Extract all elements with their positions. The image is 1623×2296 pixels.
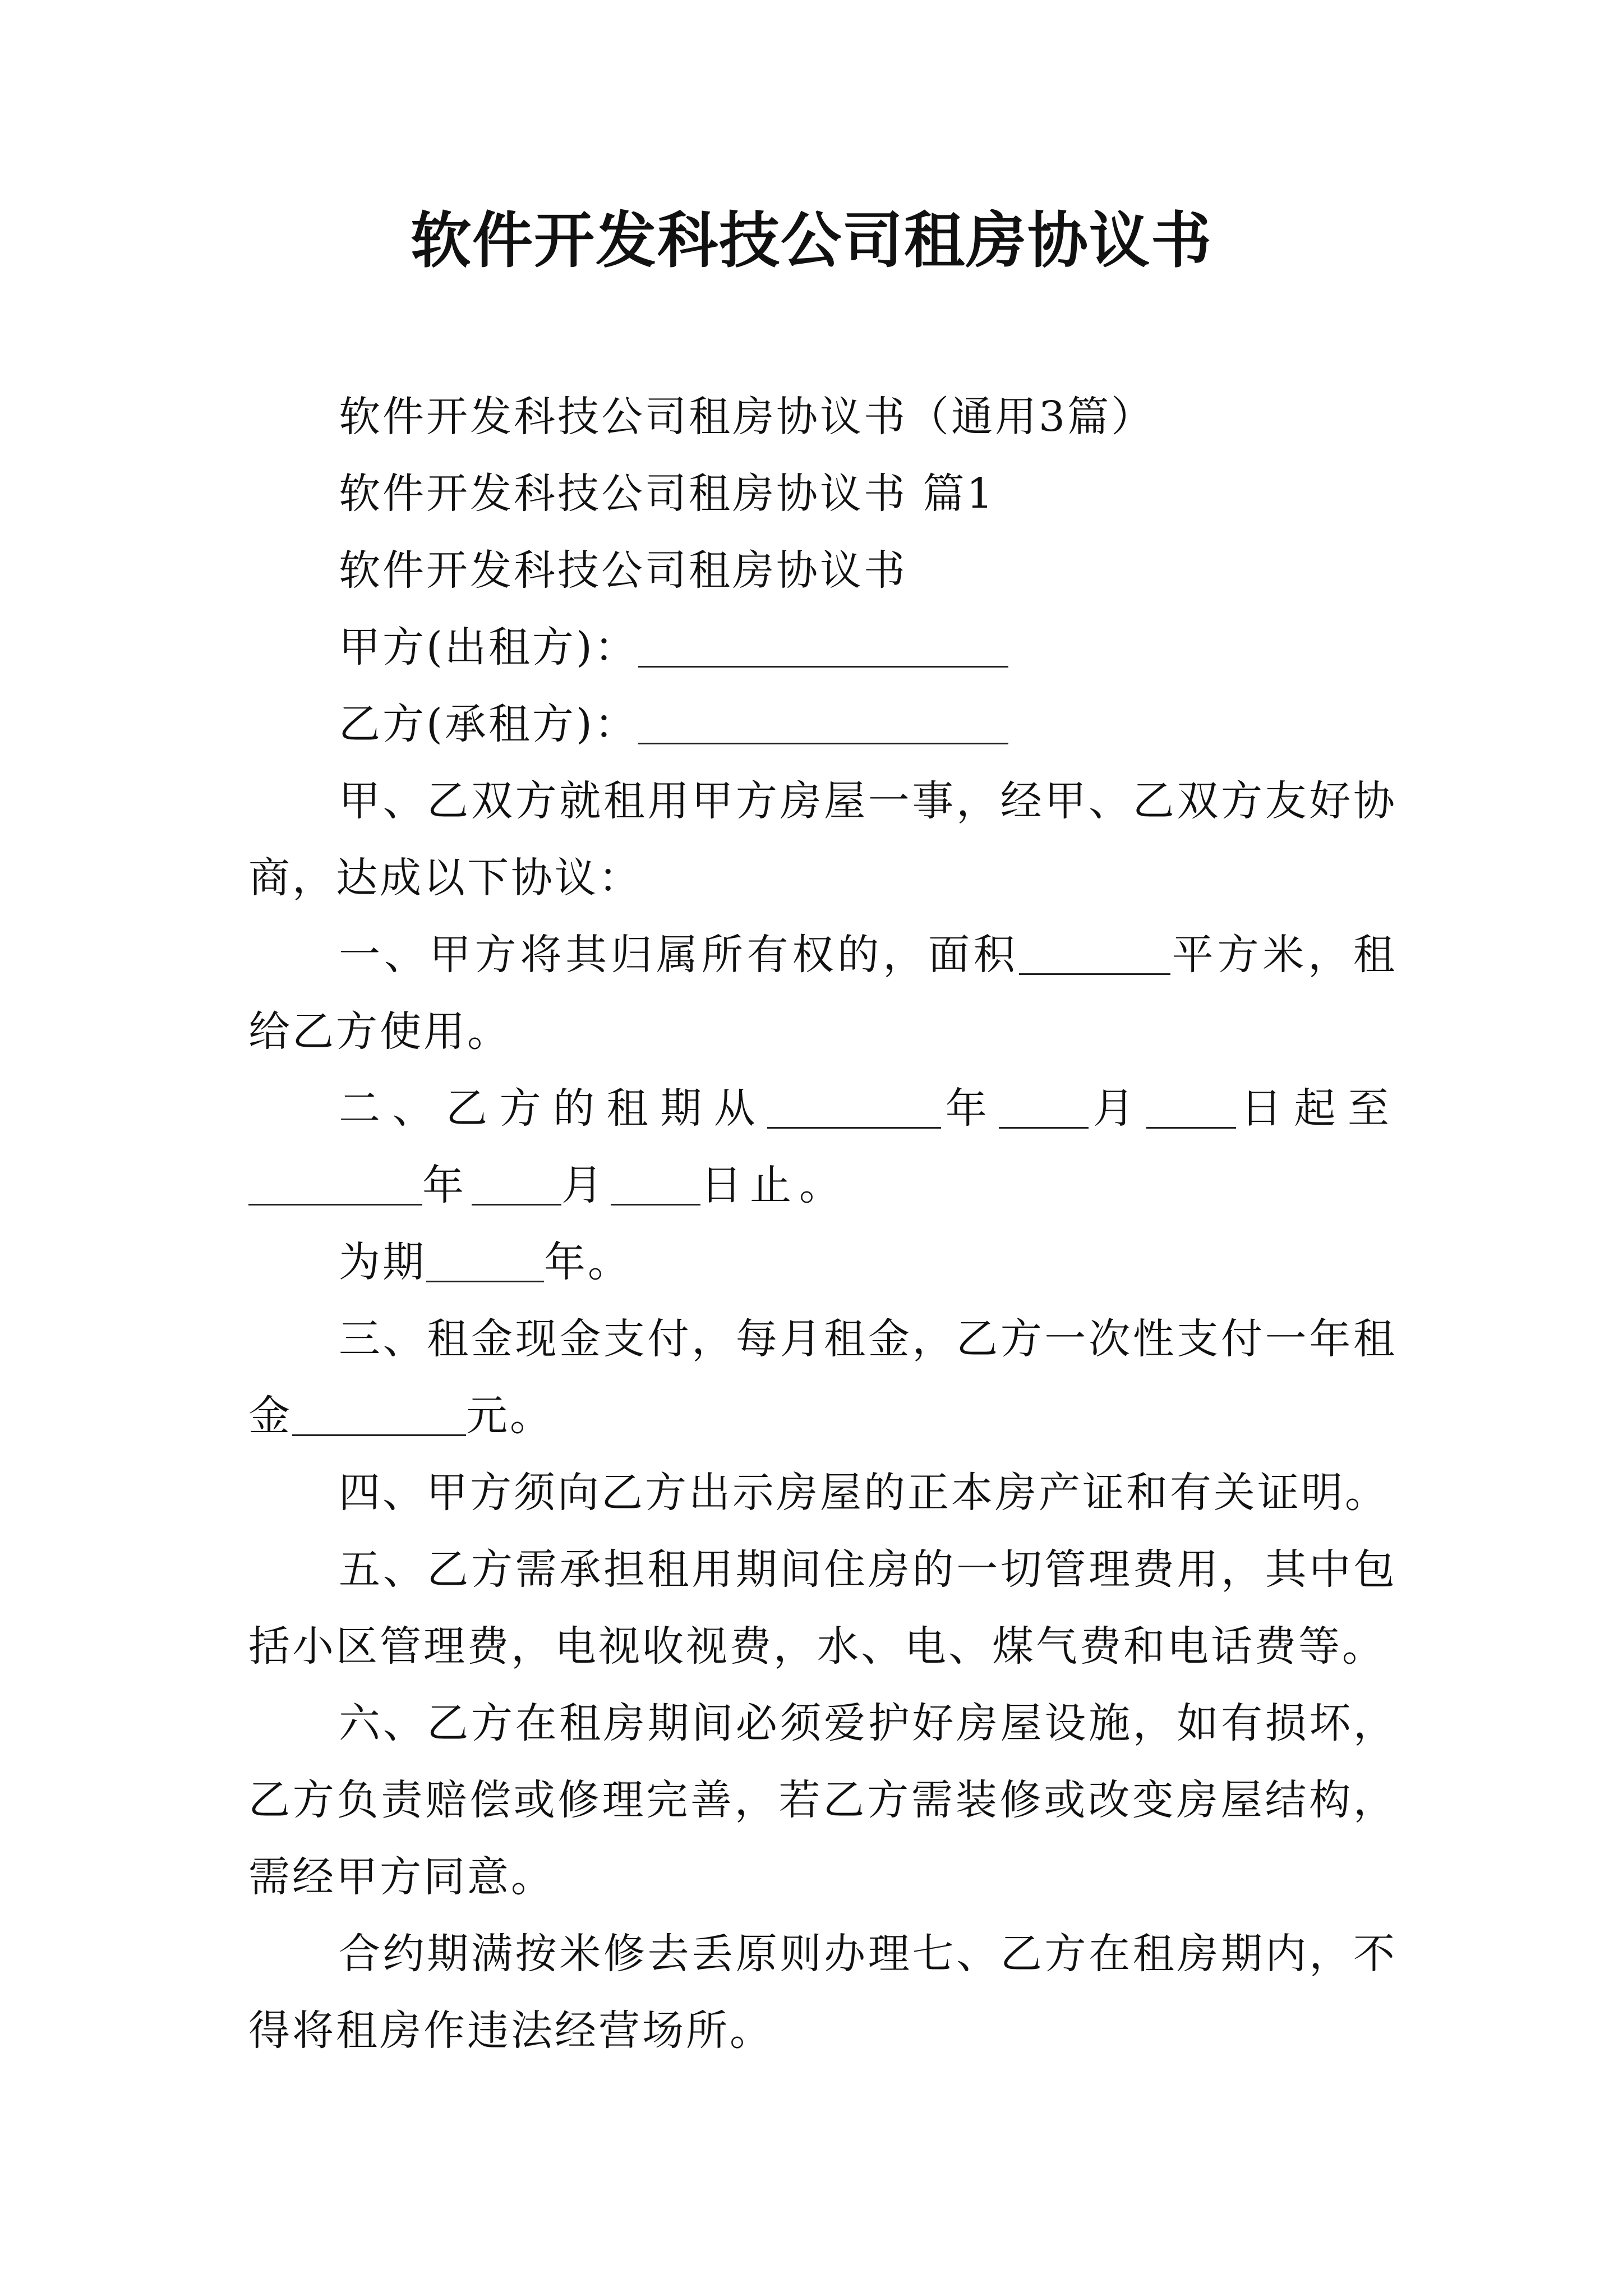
- clause-5: 五、乙方需承担租用期间住房的一切管理费用，其中包括小区管理费，电视收视费，水、电、煤气费和电话费等。: [248, 1545, 1397, 1671]
- document-body: [248, 379, 1397, 2069]
- clause-3: [248, 1301, 1397, 1455]
- clause-2-end-month-label: 月: [561, 1161, 611, 1209]
- document-title: 软件开发科技公司租房协议书: [410, 206, 1212, 276]
- term-unit: 年。: [544, 1238, 631, 1286]
- clause-3-text-b: 元。: [466, 1392, 554, 1440]
- party-b-label: 乙方(承租方)：: [339, 700, 638, 748]
- clause-2-end-year-label: 年: [422, 1161, 472, 1209]
- clause-4: 四、甲方须向乙方出示房屋的正本房产证和有关证明。: [339, 1469, 1389, 1517]
- rent-amount-blank: [292, 1393, 466, 1436]
- clause-2-month-label: 月: [1089, 1084, 1147, 1133]
- term-label: 为期: [339, 1238, 426, 1286]
- party-b-blank: [638, 701, 1008, 744]
- end-day-blank: [611, 1162, 700, 1205]
- clause-1-text-a: 一、甲方将其归属所有权的，面积: [339, 931, 1019, 979]
- party-a-blank: [638, 624, 1008, 668]
- paragraph-party-a: [248, 609, 1397, 686]
- paragraph-agreement-name: 软件开发科技公司租房协议书: [339, 546, 907, 595]
- clause-6: 六、乙方在租房期间必须爱护好房屋设施，如有损坏，乙方负责赔偿或修理完善，若乙方需装修或改变房屋结构，需经甲方同意。: [248, 1699, 1397, 1901]
- clause-7: 合约期满按米修去丢原则办理七、乙方在租房期内，不得将租房作违法经营场所。: [248, 1930, 1397, 2055]
- paragraph-subtitle: 软件开发科技公司租房协议书（通用3篇）: [339, 393, 1155, 441]
- paragraph-party-b: [248, 686, 1397, 763]
- clause-3-text-a: 三、租金现金支付，每月租金，乙方一次性支付一年租金: [248, 1315, 1397, 1440]
- start-day-blank: [1146, 1085, 1236, 1129]
- end-year-blank: [248, 1162, 422, 1205]
- start-year-blank: [767, 1085, 941, 1129]
- clause-2-text-g: 日止。: [700, 1161, 849, 1209]
- term-blank: [426, 1239, 544, 1282]
- paragraph-preamble: 甲、乙双方就租用甲方房屋一事，经甲、乙双方友好协商，达成以下协议：: [248, 777, 1397, 902]
- clause-1: [248, 917, 1397, 1070]
- paragraph-term: [248, 1224, 1397, 1301]
- clause-1-text-b: 平方米，租给乙方使用。: [248, 931, 1397, 1056]
- end-month-blank: [472, 1162, 561, 1205]
- party-a-label: 甲方(出租方)：: [339, 623, 638, 671]
- clause-2-year-label: 年: [941, 1084, 999, 1133]
- start-month-blank: [999, 1085, 1089, 1129]
- paragraph-section-heading: 软件开发科技公司租房协议书 篇1: [339, 470, 995, 518]
- clause-2-text-a: 二、乙方的租期从: [339, 1084, 768, 1133]
- clause-2: [248, 1070, 1397, 1224]
- area-blank: [1019, 932, 1170, 975]
- clause-2-text-d: 日起至: [1236, 1084, 1398, 1133]
